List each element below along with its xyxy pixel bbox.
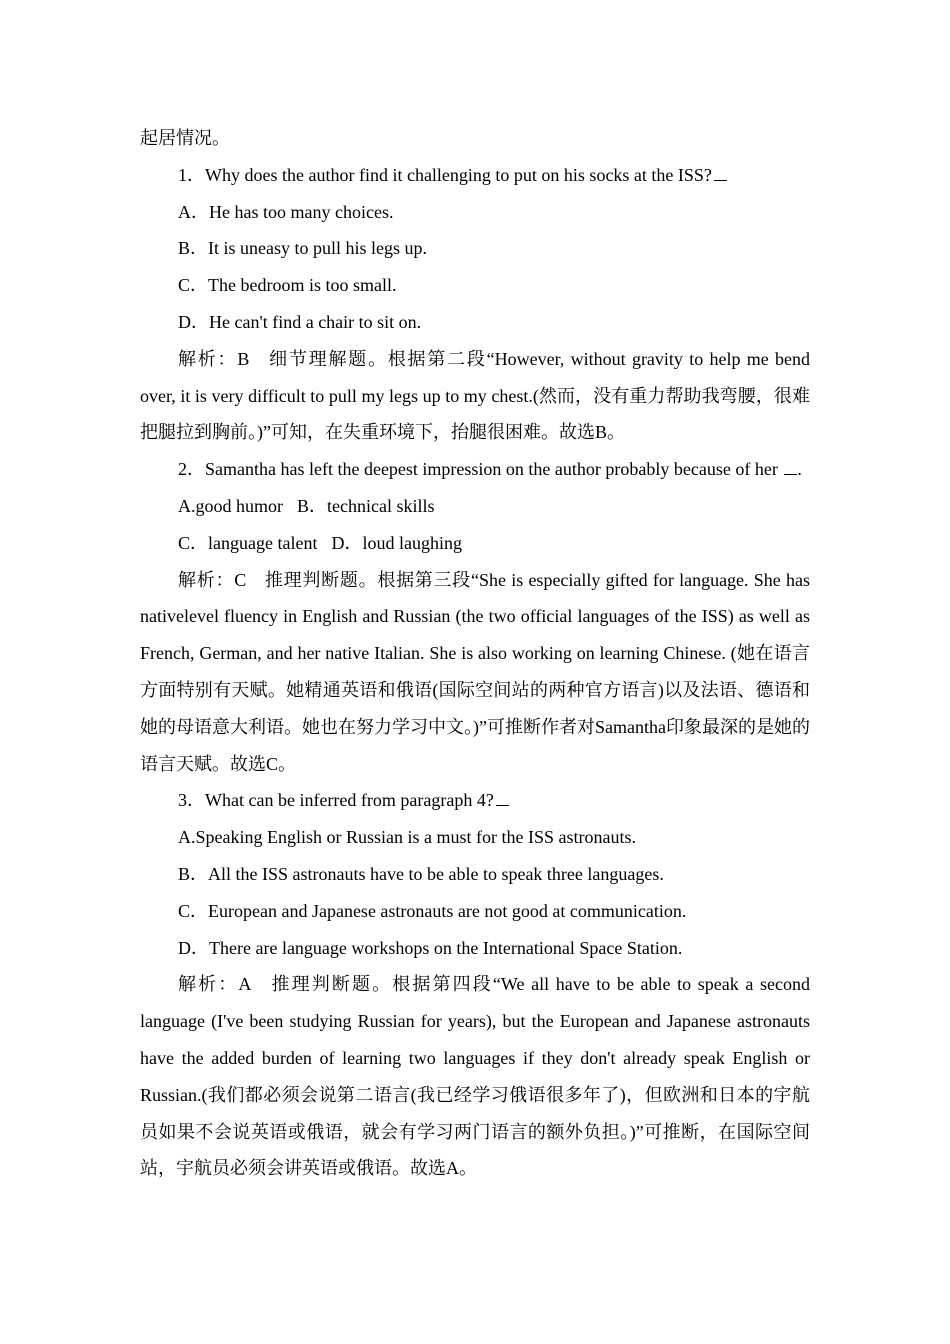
question-1-stem: 1．Why does the author find it challenging to put on his socks at the ISS? [140, 157, 810, 194]
question-1-explanation [140, 341, 810, 451]
explanation-text: 推理判断题。根据第三段“She is especially gifted for language. She has nativelevel fluency in English and Russian (the two official languages of the ISS) as well as French, German, and her native Italian. She is also working on learning Chinese. (她在语言方面特别有天赋。她精通英语和俄语(国际空间站的两种官方语言)以及法语、德语和她的母语意大利语。她也在努力学习中文。)”可推断作者对Samantha印象最深的是她的语言天赋。故选C。 [140, 569, 810, 774]
question-2-stem: 2．Samantha has left the deepest impression on the author probably because of her . [178, 459, 802, 480]
question-2-options-row-1: A.good humor B．technical skills [178, 495, 435, 516]
question-1-option-a: A．He has too many choices. [178, 201, 394, 222]
answer-blank [496, 804, 509, 806]
answer-letter: B [237, 348, 250, 369]
question-3-option-c: C．European and Japanese astronauts are not good at communication. [178, 900, 687, 921]
question-1-option-d: D．He can't find a chair to sit on. [178, 311, 422, 332]
answer-letter: A [238, 974, 252, 995]
question-2-options-row-2: C．language talent D．loud laughing [178, 532, 462, 553]
answer-blank [714, 179, 727, 181]
question-3-option-b: B．All the ISS astronauts have to be able to speak three languages. [178, 863, 664, 884]
answer-blank [784, 473, 797, 475]
question-3-stem: 3．What can be inferred from paragraph 4? [140, 782, 810, 819]
explanation-label: 解析： [178, 974, 239, 995]
explanation-text: 细节理解题。根据第二段“However, without gravity to help me bend over, it is very difficult to pull my legs up to my chest.(然而，没有重力帮助我弯腰，很难把腿拉到胸前。)”可知，在失重环境下，抬腿很困难。故选B。 [140, 348, 810, 443]
question-2-explanation [140, 562, 810, 783]
intro-tail: 起居情况。 [140, 128, 230, 148]
question-3-explanation [140, 966, 810, 1187]
question-1-option-c: C．The bedroom is too small. [178, 275, 397, 296]
question-3-option-a: A.Speaking English or Russian is a must for the ISS astronauts. [178, 827, 636, 848]
question-3-option-d: D．There are language workshops on the International Space Station. [178, 937, 683, 958]
explanation-label: 解析： [178, 569, 235, 590]
answer-letter: C [234, 569, 247, 590]
document-page [140, 120, 810, 1187]
explanation-text: 推理判断题。根据第四段“We all have to be able to speak a second language (I've been studying Russian for years), but the European and Japanese astronauts have the added burden of learning two languages if they don't already speak English or Russian.(我们都必须会说第二语言(我已经学习俄语很多年了)，但欧洲和日本的宇航员如果不会说英语或俄语，就会有学习两门语言的额外负担。)”可推断，在国际空间站，宇航员必须会讲英语或俄语。故选A。 [140, 974, 811, 1179]
explanation-label: 解析： [178, 348, 238, 369]
question-1-option-b: B．It is uneasy to pull his legs up. [178, 238, 427, 259]
